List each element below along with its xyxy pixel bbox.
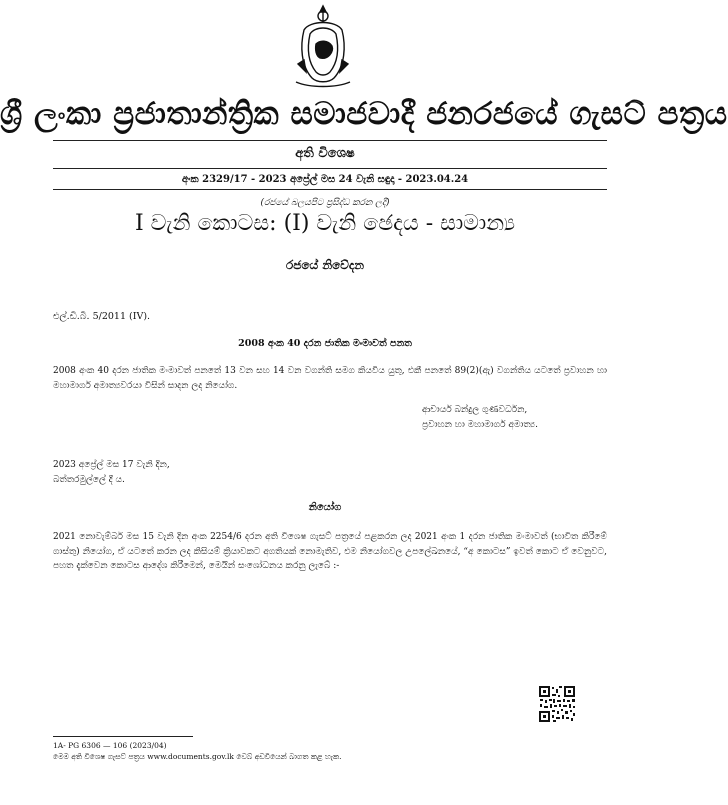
- place-line: බත්තරමුල්ලේ දී ය.: [53, 475, 125, 485]
- reference-number: එල්.ඩී.බී. 5/2011 (IV).: [53, 311, 151, 322]
- signer-name: ආචාර්ය බන්දුල ගුණවර්ධන,: [422, 405, 528, 415]
- gazette-title: ශ්‍රී ලංකා ප්‍රජාතාන්ත්‍රික සමාජවාදී ජනරජයේ ගැසට් පත්‍රය: [0, 96, 728, 132]
- website-note: මෙම අති විශෙෂ ගැසට් පත්‍රය www.documents.gov.lk වෙබ් අඩවියෙන් බාගත කළ හැක.: [53, 752, 342, 761]
- government-notifications-heading: රජයේ නිවේදන: [286, 258, 364, 272]
- print-code: 1A- PG 6306 — 106 (2023/04): [53, 741, 167, 750]
- issue-rule-top: [53, 168, 607, 169]
- published-by-authority-note: (රජයේ බලයපිට ප්‍රසිද්ධ කරන ලදී): [260, 198, 390, 208]
- footer: [53, 740, 342, 762]
- regulations-heading: නියෝග: [308, 502, 342, 513]
- date-line: 2023 අප්‍රේල් මස 17 වැනි දින,: [53, 460, 170, 470]
- issue-line: අංක 2329/17 - 2023 අප්‍රේල් මස 24 වැනි සඳුදා - 2023.04.24: [181, 174, 469, 185]
- extraordinary-label: අති විශෙෂ: [295, 146, 355, 161]
- signature-block: [422, 403, 538, 433]
- act-heading: 2008 අංක 40 දරන ජාතික මංමාවත් පනත: [238, 338, 412, 349]
- issue-rule-bottom: [53, 189, 607, 190]
- qr-code-icon: [538, 685, 576, 723]
- part-section-heading: I වැනි කොටස: (I) වැනි ඡෙදය - සාමාන්‍ය: [134, 211, 516, 236]
- paragraph-intro: 2008 අංක 40 දරන ජාතික මංමාවත් පනතේ 13 වන සහ 14 වන වගන්ති සමග කියවිය යුතු, එකී පනතේ 89(2)(ඇ) වගන්තිය යටතේ ප්‍රවාහන හා මහාමාර්ග අමාත්‍යවරයා විසින් සාදන ලද නියෝග.: [53, 366, 607, 391]
- paragraph-amendment: 2021 නොවැම්බර් මස 15 වැනි දින අංක 2254/6 දරන අති විශෙෂ ගැසට් පත්‍රයේ පළකරන ලද 2021 අංක 1 දරන ජාතික මංමාවත් (භාවිත කිරීමේ ගාස්තු) නියෝග, ඒ යටතේ කරන ලද කිසියම් ක්‍රියාවකට අගතියක් නොමැතිව, එම නියෝගවල උපලේඛනයේ, “අ කොටස” ඉවත් කොට ඒ වෙනුවට, පහත දැක්වෙන කොටස ආදේශ කිරීමෙන්, මෙයින් සංශෝධනය කරනු ලැබේ :-: [53, 532, 607, 571]
- signer-title: ප්‍රවාහන හා මහාමාර්ග අමාත්‍ය.: [422, 420, 538, 430]
- state-emblem-icon: [290, 2, 356, 88]
- masthead-rule: [53, 140, 607, 141]
- date-place-block: [53, 458, 170, 488]
- footer-rule: [53, 736, 193, 737]
